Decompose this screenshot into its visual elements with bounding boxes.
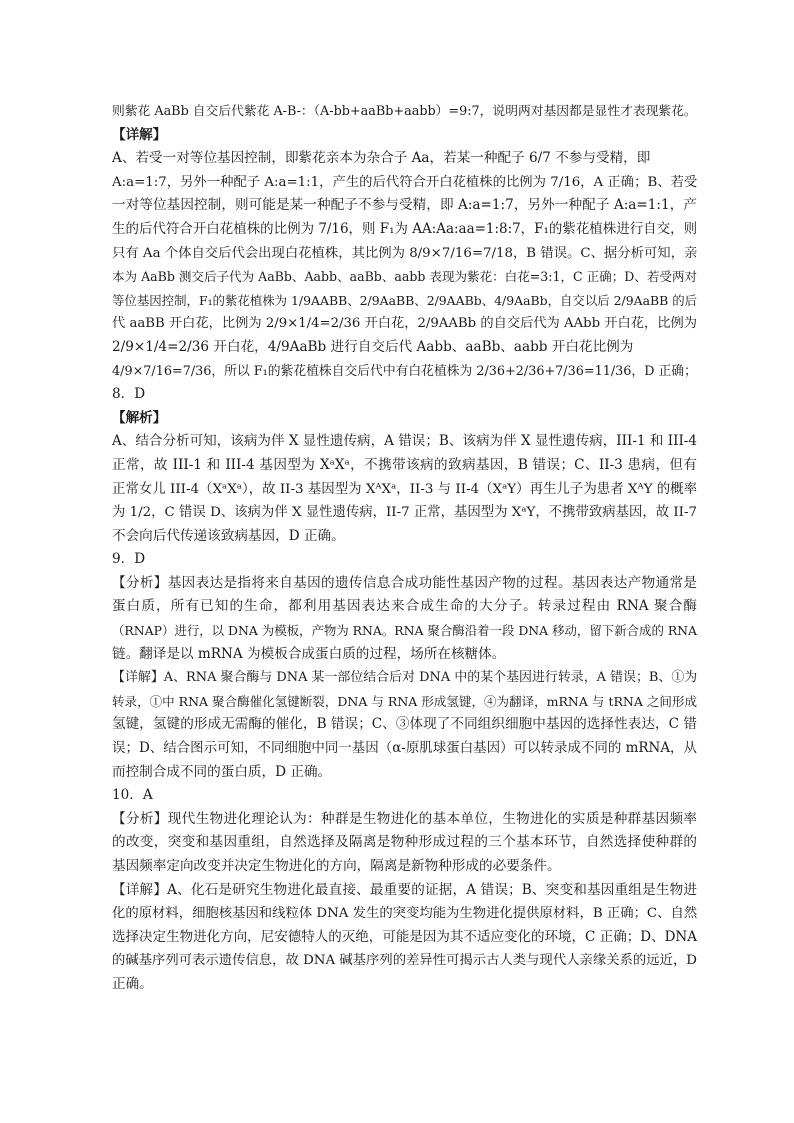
text-line: 2/9×1/4=2/36 开白花，4/9AaBb 进行自交后代 Aabb、aaBb、aabb 开白花比例为 xyxy=(112,338,634,355)
text-line: 【分析】基因表达是指将来自基因的遗传信息合成功能性基因产物的过程。基因表达产物通常是 xyxy=(112,574,697,591)
text-line: 正常，故 III-1 和 III-4 基因型为 XᵃXᵃ，不携带该病的致病基因，B 错误；C、II-3 患病，但有 xyxy=(112,456,697,473)
text-line: 则紫花 AaBb 自交后代紫花 A-B-：（A-bb+aaBb+aabb）=9:7，说明两对基因都是显性才表现紫花。 xyxy=(112,104,697,119)
text-line: 转录，①中 RNA 聚合酶催化氢键断裂，DNA 与 RNA 形成氢键，④为翻译，mRNA 与 tRNA 之间形成 xyxy=(112,693,697,709)
text-line: 而控制合成不同的蛋白质，D 正确。 xyxy=(112,763,332,780)
text-line: 8．D xyxy=(112,386,146,403)
text-line: 选择决定生物进化方向，尼安德特人的灭绝，可能是因为其不适应变化的环境，C 正确；D、DNA xyxy=(112,928,698,945)
text-line: A、结合分析可知，该病为伴 X 显性遗传病，A 错误；B、该病为伴 X 显性遗传病，III-1 和 III-4 xyxy=(112,433,697,450)
text-line: 【详解】A、RNA 聚合酶与 DNA 某一部位结合后对 DNA 中的某个基因进行转录，A 错误；B、①为 xyxy=(112,670,698,686)
text-line: 生的后代符合开白花植株的比例为 7/16，则 F₁为 AA:Aa:aa=1:8:7，F₁的紫花植株进行自交，则 xyxy=(112,220,698,237)
text-line: 基因频率定向改变并决定生物进化的方向，隔离是新物种形成的必要条件。 xyxy=(112,858,561,874)
text-line: 为 1/2，C 错误 D、该病为伴 X 显性遗传病，II-7 正常，基因型为 XᵃY，不携带致病基因，故 II-7 xyxy=(112,505,697,521)
text-line: 氢键，氢键的形成无需酶的催化，B 错误；C、③体现了不同组织细胞中基因的选择性表达，C 错 xyxy=(112,716,697,733)
text-line: 的改变，突变和基因重组，自然选择及隔离是物种形成过程的三个基本环节，自然选择使种群的 xyxy=(112,834,697,851)
text-line: 化的原材料，细胞核基因和线粒体 DNA 发生的突变均能为生物进化提供原材料，B 正确；C、自然 xyxy=(112,906,698,922)
text-line: 代 aaBB 开白花，比例为 2/9×1/4=2/36 开白花，2/9AABb 的自交后代为 AAbb 开白花，比例为 xyxy=(112,316,697,332)
text-line: 正确。 xyxy=(112,975,153,992)
text-line: 只有 Aa 个体自交后代会出现白花植株，其比例为 8/9×7/16=7/18，B 错误。C、据分析可知，亲 xyxy=(112,245,698,261)
section-heading: 【详解】 xyxy=(112,126,167,143)
text-line: 4/9×7/16=7/36，所以 F₁的紫花植株自交后代中有白花植株为 2/36+2/36+7/36=11/36，D 正确； xyxy=(112,363,697,379)
text-line: 一对等位基因控制，则可能是某一种配子不参与受精，即 A:a=1:7，另外一种配子 A:a=1:1，产 xyxy=(112,197,697,214)
answer-explanation-page xyxy=(112,100,697,997)
text-line: 10．A xyxy=(112,787,153,804)
text-line: 链。翻译是以 mRNA 为模板合成蛋白质的过程，场所在核糖体。 xyxy=(112,645,506,662)
text-line: 正常女儿 III-4（XᵃXᵃ），故 II-3 基因型为 XᴬXᵃ，II-3 与 II-4（XᵃY）再生儿子为患者 XᴬY 的概率 xyxy=(112,481,698,497)
section-heading: 【解析】 xyxy=(112,409,167,426)
text-line: 9．D xyxy=(112,551,146,568)
text-line: 的碱基序列可表示遗传信息，故 DNA 碱基序列的差异性可揭示古人类与现代人亲缘关系的远近，D xyxy=(112,953,697,969)
text-body xyxy=(112,100,697,997)
text-line: 等位基因控制，F₁的紫花植株为 1/9AABB、2/9AaBB、2/9AABb、4/9AaBb，自交以后 2/9AaBB 的后 xyxy=(112,292,698,308)
text-line: 不会向后代传递该致病基因，D 正确。 xyxy=(112,527,345,544)
text-line: A:a=1:7，另外一种配子 A:a=1:1，产生的后代符合开白花植株的比例为 7/16，A 正确；B、若受 xyxy=(112,174,698,190)
text-line: 本为 AaBb 测交后子代为 AaBb、Aabb、aaBb、aabb 表现为紫花：白花=3:1，C 正确；D、若受两对 xyxy=(112,269,698,285)
text-line: 【分析】现代生物进化理论认为：种群是生物进化的基本单位，生物进化的实质是种群基因频率 xyxy=(112,810,697,827)
text-line: A、若受一对等位基因控制，即紫花亲本为杂合子 Aa，若某一种配子 6/7 不参与受精，即 xyxy=(112,150,651,167)
text-line: （RNAP）进行，以 DNA 为模板，产物为 RNA。RNA 聚合酶沿着一段 DNA 移动，留下新合成的 RNA xyxy=(112,623,698,639)
text-line: 蛋白质，所有已知的生命，都利用基因表达来合成生命的大分子。转录过程由 RNA 聚合酶 xyxy=(112,598,697,615)
text-line: 【详解】A、化石是研究生物进化最直接、最重要的证据，A 错误；B、突变和基因重组是生物进 xyxy=(112,881,697,898)
text-line: 误；D、结合图示可知，不同细胞中同一基因（α-原肌球蛋白基因）可以转录成不同的 mRNA，从 xyxy=(112,740,697,757)
